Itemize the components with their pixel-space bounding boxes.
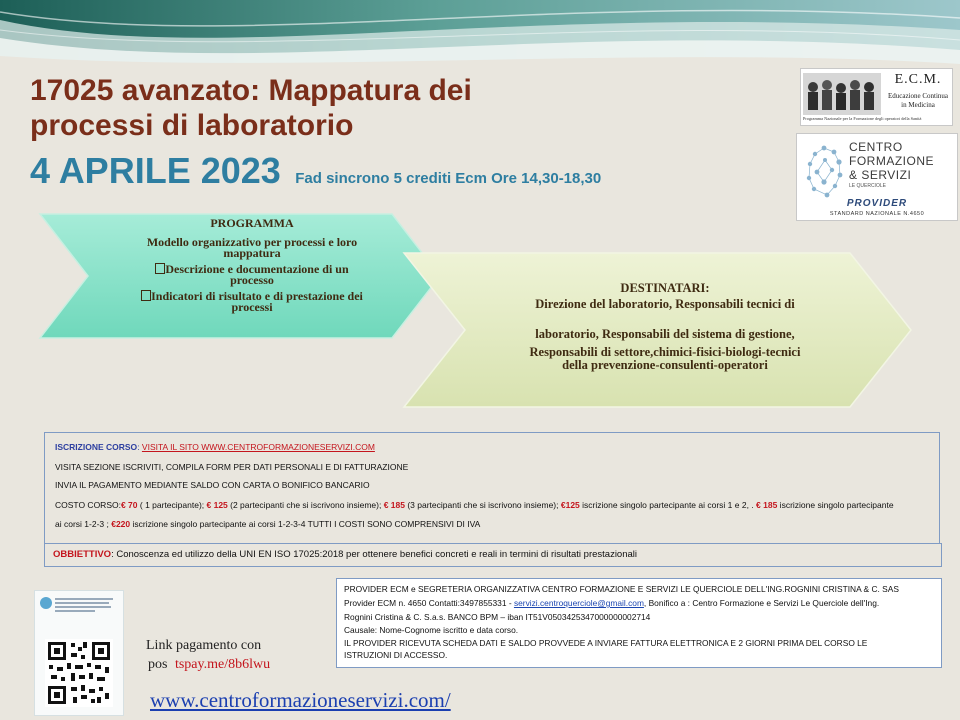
price-185-single: € 185 xyxy=(756,500,778,510)
iscrizione-line-2: VISITA SEZIONE ISCRIVITI, COMPILA FORM PER DATI PERSONALI E DI FATTURAZIONE xyxy=(55,462,409,472)
programma-box xyxy=(92,218,412,313)
price-185: € 185 xyxy=(383,500,405,510)
iscrizione-label: ISCRIZIONE CORSO xyxy=(55,442,138,452)
site-link[interactable]: www.centroformazioneservizi.com/ xyxy=(150,688,451,712)
provider-box xyxy=(336,578,942,668)
cfs-name-3: & SERVIZI xyxy=(849,168,912,182)
provider-line-4: Causale: Nome-Cognome iscritto e data corso. xyxy=(344,625,519,635)
pos-label: pos xyxy=(148,657,168,672)
destinatari-line-3: Responsabili di settore,chimici-fisici-biologi-tecnici xyxy=(529,345,801,359)
cfs-name-1: CENTRO xyxy=(849,140,903,154)
obiettivo-label: OBBIETTIVO xyxy=(53,549,112,560)
ecm-footer: Programma Nazionale per la Formazione degli operatori della Sanità xyxy=(803,116,922,121)
obiettivo-text: : Conoscenza ed utilizzo della UNI EN ISO 17025:2018 per ottenere benefici concreti e reali in termini di risultati prestazionali xyxy=(111,549,638,560)
corsi-123-text: ai corsi 1-2-3 ; xyxy=(55,519,112,529)
price-220: €220 xyxy=(111,519,131,529)
cfs-standard: STANDARD NAZIONALE N.4650 xyxy=(829,211,925,217)
destinatari-box xyxy=(470,282,860,372)
title-line-1: 17025 avanzato: Mappatura dei xyxy=(30,74,472,107)
programma-line-1: Modello organizzativo per processi e loro xyxy=(146,235,358,249)
company-logo-icon xyxy=(39,596,53,610)
costo-line-2 xyxy=(55,519,480,529)
provider-line-1: PROVIDER ECM e SEGRETERIA ORGANIZZATIVA CENTRO FORMAZIONE E SERVIZI LE QUERCIOLE DELL'ING.ROGNINI CRISTINA & C. SAS xyxy=(344,584,899,594)
bullet-icon xyxy=(155,263,165,274)
programma-line-3: Descrizione e documentazione di un xyxy=(165,262,349,276)
website-link[interactable]: VISITA IL SITO WWW.CENTROFORMAZIONESERVIZI.COM xyxy=(141,442,375,452)
programma-line-4: processo xyxy=(230,273,274,287)
price-220-text: iscrizione singolo partecipante ai corsi 1-2-3-4 TUTTI I COSTI SONO COMPRENSIVI DI IVA xyxy=(130,519,481,529)
qr-code-icon[interactable] xyxy=(45,639,113,707)
destinatari-line-2: laboratorio, Responsabili del sistema di gestione, xyxy=(535,327,795,341)
obiettivo-box xyxy=(44,543,942,567)
iscrizione-line-3: INVIA IL PAGAMENTO MEDIANTE SALDO CON CARTA O BONIFICO BANCARIO xyxy=(55,480,370,490)
ecm-subtitle-2: in Medicina xyxy=(901,101,935,109)
cfs-name-2: FORMAZIONE xyxy=(849,154,934,168)
destinatari-heading: DESTINATARI: xyxy=(620,281,710,295)
cfs-subtitle: LE QUERCIOLE xyxy=(849,183,886,189)
provider-bonifico: , Bonifico a : Centro Formazione e Servizi Le Querciole dell'Ing. xyxy=(643,598,880,608)
iscrizione-line-1: ISCRIZIONE CORSO: VISITA IL SITO WWW.CENTROFORMAZIONESERVIZI.COM xyxy=(55,442,375,452)
costo-label: COSTO CORSO: xyxy=(55,500,121,510)
costo-line xyxy=(55,500,894,510)
programma-line-5: Indicatori di risultato e di prestazione dei xyxy=(151,289,363,303)
course-date: 4 APRILE 2023 xyxy=(30,150,281,191)
payment-label-text: Link pagamento con xyxy=(146,638,262,653)
payment-link[interactable]: tspay.me/8b6lwu xyxy=(174,657,271,672)
provider-line-5: IL PROVIDER RICEVUTA SCHEDA DATI E SALDO PROVVEDE A INVIARE FATTURA ELETTRONICA E 2 GIORNI PRIMA DEL CORSO LE xyxy=(344,638,868,648)
title-line-2: processi di laboratorio xyxy=(30,108,354,142)
provider-line-3: Rognini Cristina & C. S.a.s. BANCO BPM – iban IT51V0503425347000000002714 xyxy=(344,612,651,622)
price-70-text: ( 1 partecipante); xyxy=(137,500,207,510)
payment-card xyxy=(34,590,124,716)
price-125: € 125 xyxy=(206,500,228,510)
price-70: € 70 xyxy=(120,500,138,510)
price-125-text: (2 partecipanti che si iscrivono insieme); xyxy=(227,500,384,510)
iscrizione-box xyxy=(44,432,940,544)
bullet-icon xyxy=(141,290,151,301)
destinatari-line-1: Direzione del laboratorio, Responsabili tecnici di xyxy=(535,297,795,311)
destinatari-line-4: della prevenzione-consulenti-operatori xyxy=(562,358,768,372)
payment-label xyxy=(146,638,270,673)
price-125-single: €125 xyxy=(560,500,580,510)
email-link[interactable]: servizi.centroquerciole@gmail.com xyxy=(513,598,644,608)
price-185-text: (3 partecipanti che si iscrivono insieme); xyxy=(404,500,561,510)
programma-line-2: mappatura xyxy=(223,246,281,260)
programma-line-6: processi xyxy=(231,300,273,314)
provider-contacts: Provider ECM n. 4650 Contatti:3497855331 - xyxy=(344,598,514,608)
card-text-block xyxy=(55,596,117,614)
provider-line-6: ISTRUZIONI DI ACCESSO. xyxy=(344,650,448,660)
provider-line-2 xyxy=(344,598,879,608)
programma-heading: PROGRAMMA xyxy=(210,216,294,230)
price-125-single-text: iscrizione singolo partecipante ai corsi 1 e 2, . xyxy=(579,500,757,510)
price-185-single-text: iscrizione singolo partecipante xyxy=(777,500,894,510)
cfs-provider: PROVIDER xyxy=(846,198,908,209)
course-format: Fad sincrono 5 crediti Ecm Ore 14,30-18,30 xyxy=(295,170,602,187)
ecm-subtitle-1: Educazione Continua xyxy=(887,92,949,100)
ecm-title: E.C.M. xyxy=(894,72,942,87)
